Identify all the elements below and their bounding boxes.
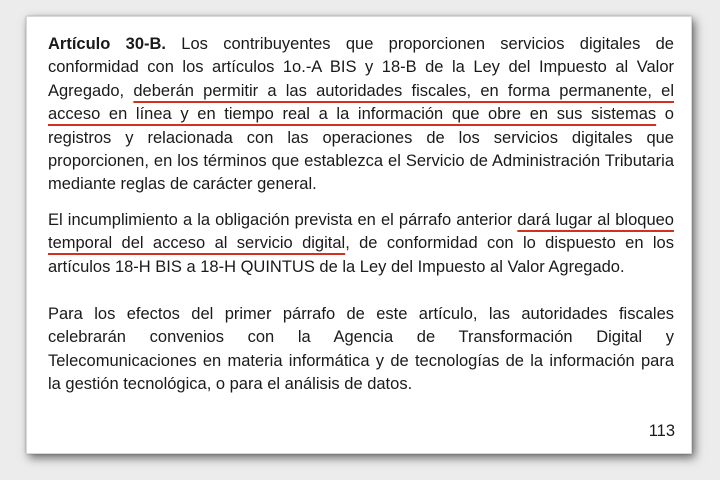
paragraph3-text: Para los efectos del primer párrafo de este artículo, las autoridades fiscales celebrarán convenios con la Agencia de Transformación Digital y Telecomunicaciones en materia informática y de tecnologías de la información para la gestión tecnológica, o para el análisis de datos. — [48, 305, 674, 394]
highlighted-penalty: dará lugar al bloqueo temporal del acceso al servicio digital — [48, 211, 674, 253]
paragraph-noncompliance — [48, 209, 674, 279]
paragraph1-text-end: o registros y relacionada con las operaciones de los servicios digitales que proporcionen, en los términos que establezca el Servicio de Administración Tributaria mediante reglas de carácter general. — [48, 105, 674, 194]
document-page — [26, 16, 692, 454]
paragraph2-text-end: , de conformidad con lo dispuesto en los artículos 18-H BIS a 18-H QUINTUS de la Ley del Impuesto al Valor Agregado. — [48, 234, 674, 276]
paragraph-article-30b — [48, 33, 674, 197]
paragraph2-text-start: El incumplimiento a la obligación prevista en el párrafo anterior — [48, 211, 518, 229]
article-heading: Artículo 30-B. — [48, 35, 166, 53]
highlighted-obligation: deberán permitir a las autoridades fiscales, en forma permanente, el acceso en línea y en tiempo real a la información que obre en sus sistemas — [48, 81, 675, 124]
page-number: 113 — [648, 422, 675, 440]
paragraph1-text-start: Los contribuyentes que proporcionen servicios digitales de conformidad con los artículos 1o.-A BIS y 18-B de la Ley del Impuesto al Valor Agregado, — [48, 35, 674, 100]
paragraph-agreements — [48, 303, 674, 397]
